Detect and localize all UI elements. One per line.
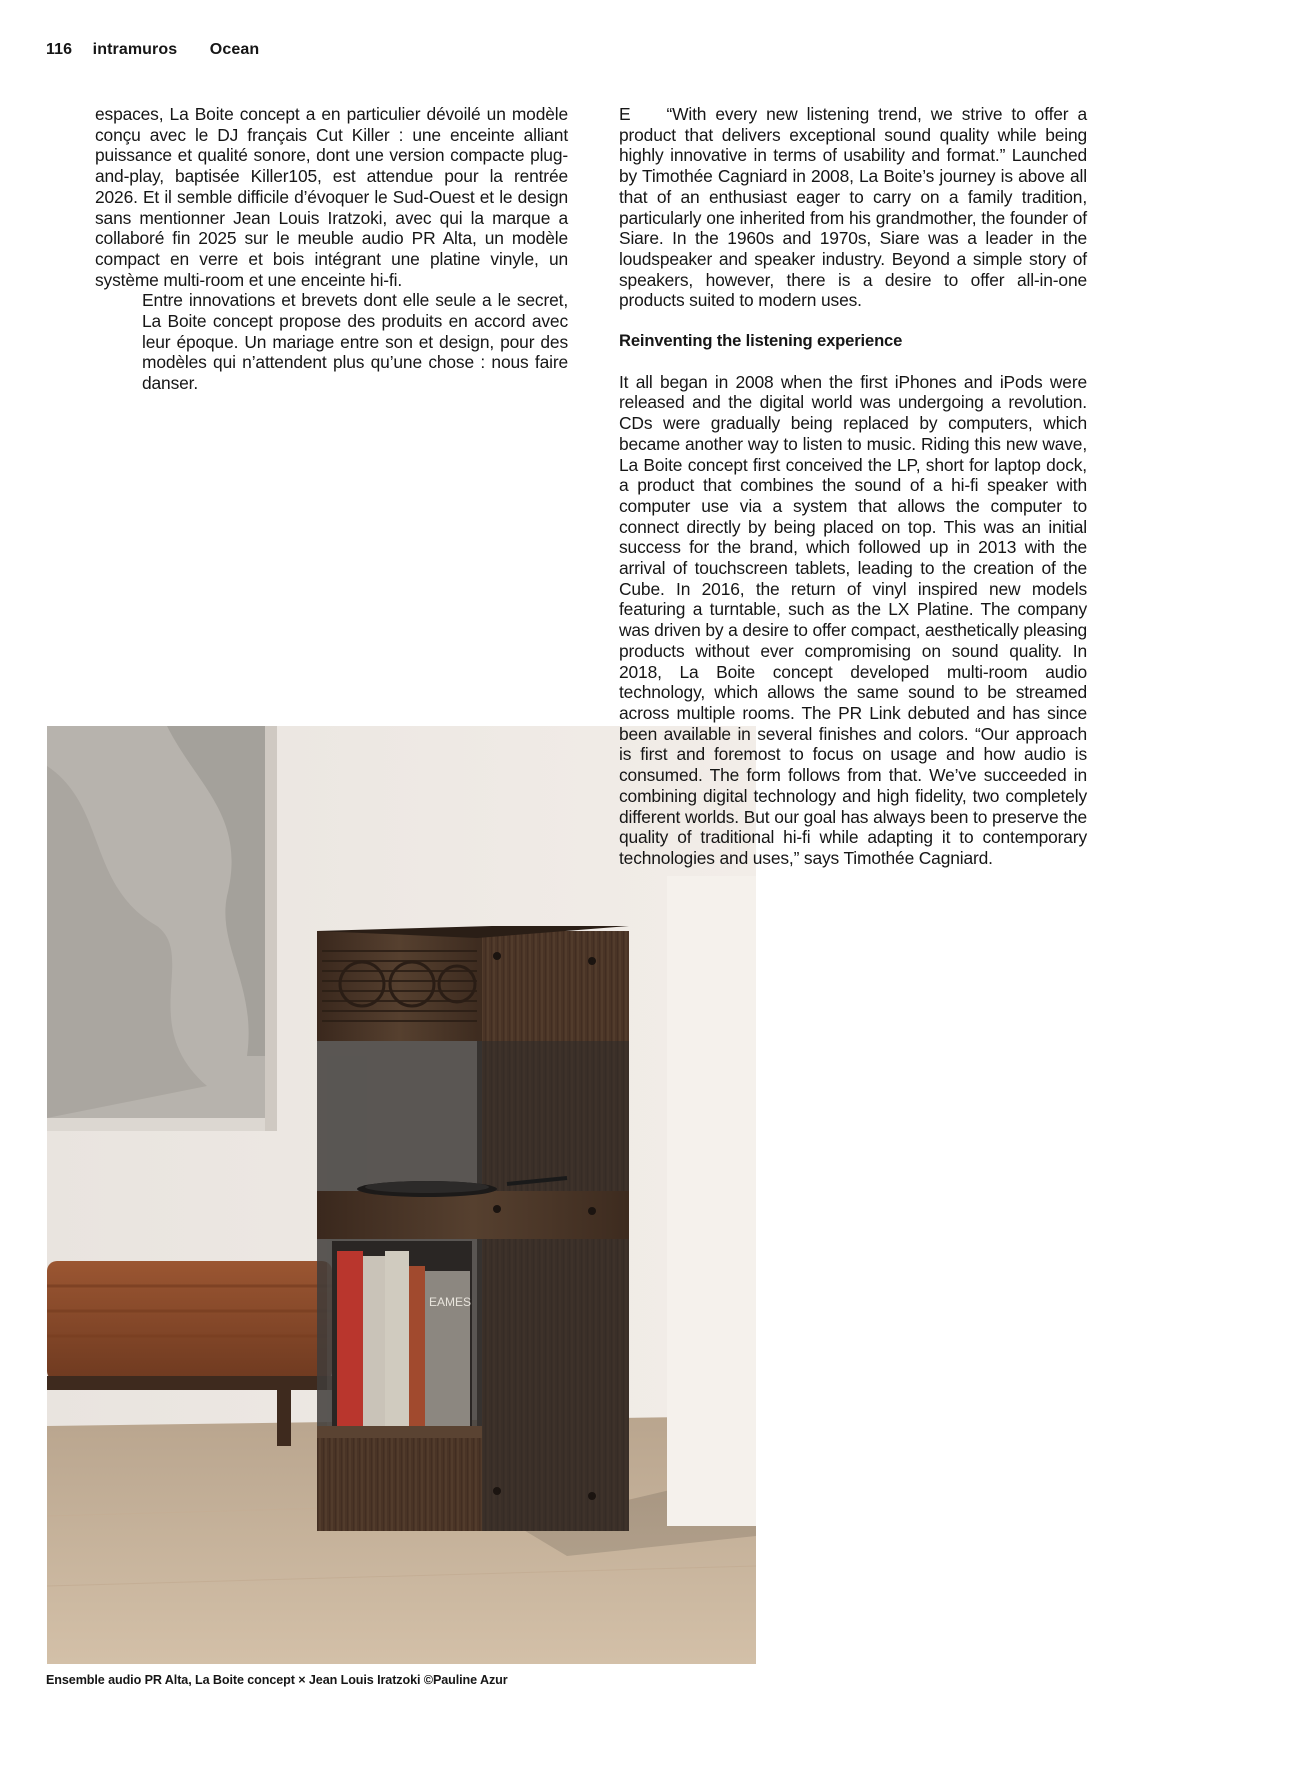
right-paragraph-1 <box>619 104 1087 311</box>
bench-cushion <box>47 1261 332 1381</box>
section-name: Ocean <box>209 41 260 58</box>
record-red <box>337 1251 363 1426</box>
left-paragraph-2: Entre innovations et brevets dont elle seule a le secret, La Boite concept propose des produits en accord avec leur époque. Un mariage entre son et design, pour des modèles qui n’attendent plus qu’une chose : nous faire danser. <box>142 290 568 394</box>
book-spine-eames: EAMES <box>429 1295 472 1309</box>
bottom-drawer <box>317 1436 482 1531</box>
right-paragraph-1-text: “With every new listening trend, we strive to offer a product that delivers exceptional sound quality while being highly innovative in terms of usability and format.” Launched by Timothée Cagniard in 2008, La Boite’s journey is above all that of an enthusiast eager to carry on a family tradition, particularly one inherited from his grandmother, the founder of Siare. In the 1960s and 1970s, Siare was a leader in the loudspeaker and speaker industry. Beyond a simple story of speakers, however, there is a desire to offer all-in-one products suited to modern uses. <box>619 104 1087 311</box>
page-number: 116 <box>46 41 73 58</box>
glass-side <box>477 1041 629 1531</box>
left-text-column <box>95 104 568 394</box>
right-text-column <box>619 104 1087 869</box>
dropcap-letter: E <box>619 104 631 124</box>
page-header <box>46 41 275 59</box>
publication-name: intramuros <box>92 41 178 58</box>
turntable-shelf <box>317 1191 629 1239</box>
section-heading: Reinventing the listening experience <box>619 331 903 351</box>
right-paragraph-2: It all began in 2008 when the first iPhones and iPods were released and the digital world was undergoing a revolution. CDs were gradually being replaced by computers, which became another way to listen to music. Riding this new wave, La Boite concept first conceived the LP, short for laptop dock, a product that combines the sound of a hi-fi speaker with computer use via a system that allows the computer to connect directly by being placed on top. This was an initial success for the brand, which followed up in 2013 with the arrival of touchscreen tablets, leading to the creation of the Cube. In 2016, the return of vinyl inspired new models featuring a turntable, such as the LX Platine. The company was driven by a desire to offer compact, aesthetically pleasing products without ever compromising on sound quality. In 2018, La Boite concept developed multi-room audio technology, which allows the same sound to be streamed across multiple rooms. The PR Link debuted and has since been available in several finishes and colors. “Our approach is first and foremost to focus on usage and how audio is consumed. The form follows from that. We’ve succeeded in combining digital technology and high fidelity, two completely different worlds. But our goal has always been to preserve the quality of traditional hi-fi while adapting it to contemporary technologies and uses,” says Timothée Cagniard. <box>619 371 1087 868</box>
speaker-top <box>317 931 482 1041</box>
photo-caption: Ensemble audio PR Alta, La Boite concept × Jean Louis Iratzoki ©Pauline Azur <box>46 1673 508 1687</box>
left-paragraph-1: espaces, La Boite concept a en particulier dévoilé un modèle conçu avec le DJ français Cut Killer : une enceinte alliant puissance et qualité sonore, dont une version compacte plug-and-play, baptisée Killer105, est attendue pour la rentrée 2026. Et il semble difficile d’évoquer le Sud-Ouest et le design sans mentionner Jean Louis Iratzoki, avec qui la marque a collaboré fin 2025 sur le meuble audio PR Alta, un modèle compact en verre et bois intégrant une platine vinyle, un système multi-room et une enceinte hi-fi. <box>95 104 568 290</box>
